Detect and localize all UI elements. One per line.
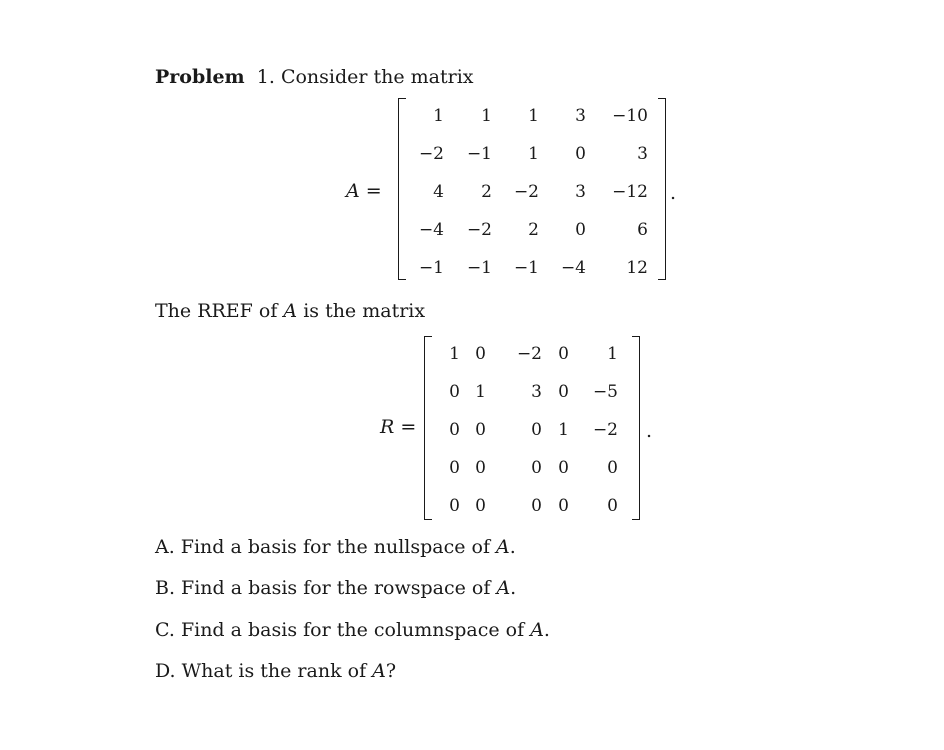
- question-c-end: .: [543, 619, 550, 641]
- matrix-a-cell-r1-c5: −10: [612, 106, 648, 126]
- matrix-r-cell-r4-c3: 0: [531, 458, 542, 478]
- question-a: [155, 536, 516, 558]
- matrix-a-cell-r1-c4: 3: [575, 106, 586, 126]
- rref-suffix: is the matrix: [297, 300, 426, 322]
- question-b-var: A: [496, 577, 511, 599]
- matrix-a-cell-r2-c4: 0: [575, 144, 586, 164]
- matrix-a-cell-r4-c3: 2: [528, 220, 539, 240]
- question-a-end: .: [509, 536, 516, 558]
- question-c-var: A: [530, 619, 544, 641]
- matrix-a-name: A: [346, 180, 360, 202]
- matrix-r-cell-r2-c2: 1: [475, 382, 486, 402]
- matrix-a-equals: =: [365, 180, 382, 202]
- matrix-a-cell-r4-c2: −2: [466, 220, 492, 240]
- matrix-a-cell-r2-c3: 1: [528, 144, 539, 164]
- matrix-a-cell-r5-c2: −1: [466, 258, 492, 278]
- matrix-r-cell-r5-c2: 0: [475, 496, 486, 516]
- matrix-a-cell-r4-c5: 6: [637, 220, 648, 240]
- rref-prefix: The RREF of: [155, 300, 284, 322]
- matrix-a: [398, 98, 666, 280]
- question-a-var: A: [496, 536, 510, 558]
- matrix-a-cell-r2-c2: −1: [466, 144, 492, 164]
- matrix-r-cell-r4-c4: 0: [558, 458, 569, 478]
- matrix-r-cell-r1-c2: 0: [475, 344, 486, 364]
- question-d-text: D. What is the rank of: [155, 660, 373, 682]
- matrix-a-right-bracket: [658, 98, 666, 280]
- matrix-a-cell-r3-c3: −2: [513, 182, 539, 202]
- question-d: [155, 660, 396, 682]
- matrix-a-cell-r3-c5: −12: [612, 182, 648, 202]
- matrix-r-cell-r5-c1: 0: [449, 496, 460, 516]
- matrix-r: [424, 336, 640, 520]
- matrix-r-cell-r1-c3: −2: [516, 344, 542, 364]
- matrix-a-cell-r1-c3: 1: [528, 106, 539, 126]
- matrix-a-cell-r3-c1: 4: [433, 182, 444, 202]
- matrix-r-cell-r3-c1: 0: [449, 420, 460, 440]
- question-d-var: A: [372, 660, 386, 682]
- question-b-text: B. Find a basis for the rowspace of: [155, 577, 497, 599]
- matrix-r-cell-r2-c3: 3: [531, 382, 542, 402]
- matrix-r-cell-r4-c5: 0: [607, 458, 618, 478]
- matrix-r-end-period: .: [646, 420, 653, 442]
- matrix-a-cell-r3-c2: 2: [481, 182, 492, 202]
- matrix-r-cell-r1-c5: 1: [607, 344, 618, 364]
- question-d-end: ?: [385, 660, 397, 682]
- matrix-r-cell-r5-c5: 0: [607, 496, 618, 516]
- matrix-r-cell-r3-c2: 0: [475, 420, 486, 440]
- matrix-a-cell-r1-c1: 1: [433, 106, 444, 126]
- matrix-a-cell-r4-c4: 0: [575, 220, 586, 240]
- matrix-a-cell-r5-c4: −4: [560, 258, 586, 278]
- matrix-a-cell-r5-c5: 12: [626, 258, 648, 278]
- matrix-a-cell-r4-c1: −4: [418, 220, 444, 240]
- matrix-r-right-bracket: [632, 336, 640, 520]
- matrix-r-cell-r2-c4: 0: [558, 382, 569, 402]
- matrix-r-cell-r5-c3: 0: [531, 496, 542, 516]
- matrix-a-cell-r2-c5: 3: [637, 144, 648, 164]
- matrix-r-equals: =: [400, 416, 417, 438]
- matrix-a-cell-r5-c3: −1: [513, 258, 539, 278]
- matrix-a-cell-r1-c2: 1: [481, 106, 492, 126]
- question-a-text: A. Find a basis for the nullspace of: [155, 536, 497, 558]
- matrix-r-name: R: [380, 416, 395, 438]
- problem-intro: . Consider the matrix: [268, 66, 474, 88]
- rref-var: A: [283, 300, 298, 322]
- problem-heading: [155, 66, 474, 88]
- rref-sentence: [155, 300, 425, 322]
- matrix-r-cell-r2-c1: 0: [449, 382, 460, 402]
- matrix-r-cell-r5-c4: 0: [558, 496, 569, 516]
- problem-number: 1: [256, 66, 269, 88]
- question-b: [155, 577, 516, 599]
- matrix-r-cell-r4-c2: 0: [475, 458, 486, 478]
- matrix-a-label: [346, 180, 382, 202]
- matrix-r-cell-r1-c4: 0: [558, 344, 569, 364]
- matrix-r-cell-r3-c4: 1: [558, 420, 569, 440]
- question-b-end: .: [510, 577, 517, 599]
- matrix-r-cell-r2-c5: −5: [592, 382, 618, 402]
- matrix-a-cell-r3-c4: 3: [575, 182, 586, 202]
- matrix-r-cell-r4-c1: 0: [449, 458, 460, 478]
- matrix-a-cell-r2-c1: −2: [418, 144, 444, 164]
- matrix-a-cell-r5-c1: −1: [418, 258, 444, 278]
- problem-label: Problem: [155, 66, 245, 88]
- matrix-r-cell-r3-c3: 0: [531, 420, 542, 440]
- matrix-a-end-period: .: [670, 182, 677, 204]
- matrix-r-cell-r1-c1: 1: [449, 344, 460, 364]
- question-c: [155, 619, 550, 641]
- matrix-r-cell-r3-c5: −2: [592, 420, 618, 440]
- question-c-text: C. Find a basis for the columnspace of: [155, 619, 531, 641]
